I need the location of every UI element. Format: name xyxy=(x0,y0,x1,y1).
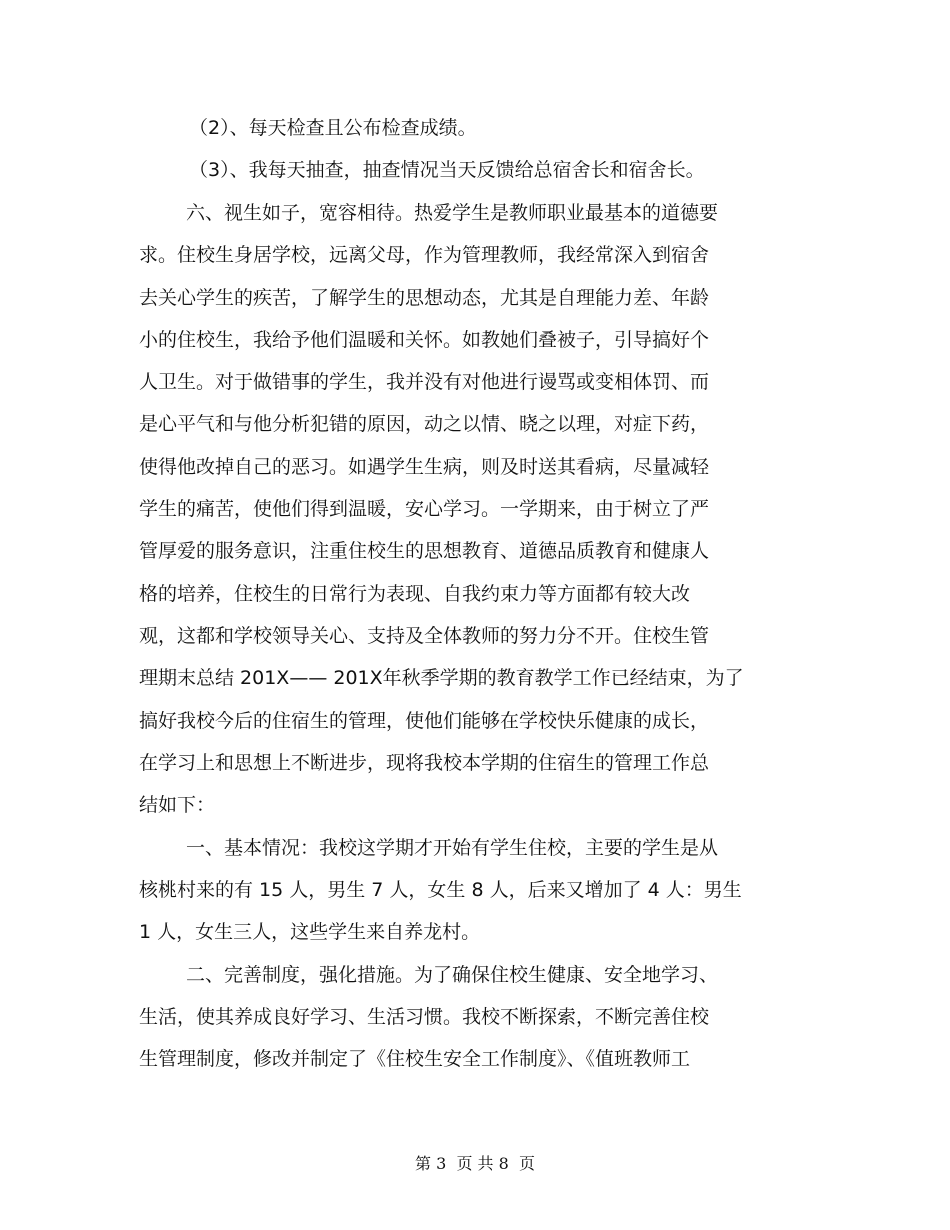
text-line: 去关心学生的疾苦，了解学生的思想动态，尤其是自理能力差、年龄 xyxy=(139,287,710,309)
text-line: 使得他改掉自己的恶习。如遇学生生病，则及时送其看病，尽量减轻 xyxy=(139,456,710,478)
text-line: 在学习上和思想上不断进步，现将我校本学期的住宿生的管理工作总 xyxy=(139,752,710,774)
text-line: 生管理制度，修改并制定了《住校生安全工作制度》、《值班教师工 xyxy=(139,1048,691,1070)
text-line: 理期末总结 201X—— 201X年秋季学期的教育教学工作已经结束，为了 xyxy=(139,667,744,689)
text-line: 搞好我校今后的住宿生的管理，使他们能够在学校快乐健康的成长， xyxy=(139,710,710,732)
text-line: 六、视生如子，宽容相待。热爱学生是教师职业最基本的道德要 xyxy=(186,202,719,224)
text-line: 学生的痛苦，使他们得到温暖，安心学习。一学期来，由于树立了严 xyxy=(139,498,710,520)
text-line: 求。住校生身居学校，远离父母，作为管理教师，我经常深入到宿舍 xyxy=(139,244,710,266)
text-line: 是心平气和与他分析犯错的原因，动之以情、晓之以理，对症下药， xyxy=(139,413,710,435)
text-line: 结如下： xyxy=(139,794,216,816)
text-line: 生活，使其养成良好学习、生活习惯。我校不断探索，不断完善住校 xyxy=(139,1006,710,1028)
text-line: 格的培养，住校生的日常行为表现、自我约束力等方面都有较大改 xyxy=(139,583,691,605)
text-line: 人卫生。对于做错事的学生，我并没有对他进行谩骂或变相体罚、而 xyxy=(139,371,710,393)
text-line: 1 人，女生三人，这些学生来自养龙村。 xyxy=(139,921,481,943)
text-line: 管厚爱的服务意识，注重住校生的思想教育、道德品质教育和健康人 xyxy=(139,540,710,562)
text-line: 一、基本情况：我校这学期才开始有学生住校，主要的学生是从 xyxy=(186,837,719,859)
text-line: 二、完善制度，强化措施。为了确保住校生健康、安全地学习、 xyxy=(186,964,719,986)
text-line: （2）、每天检查且公布检查成绩。 xyxy=(189,117,477,139)
text-line: 核桃村来的有 15 人，男生 7 人，女生 8 人，后来又增加了 4 人：男生 xyxy=(139,879,742,901)
page-number-footer: 第 3 页 共 8 页 xyxy=(415,1154,535,1173)
text-line: 观，这都和学校领导关心、支持及全体教师的努力分不开。住校生管 xyxy=(139,625,710,647)
text-line: （3）、我每天抽查，抽查情况当天反馈给总宿舍长和宿舍长。 xyxy=(189,159,705,181)
text-line: 小的住校生，我给予他们温暖和关怀。如教她们叠被子，引导搞好个 xyxy=(139,329,710,351)
